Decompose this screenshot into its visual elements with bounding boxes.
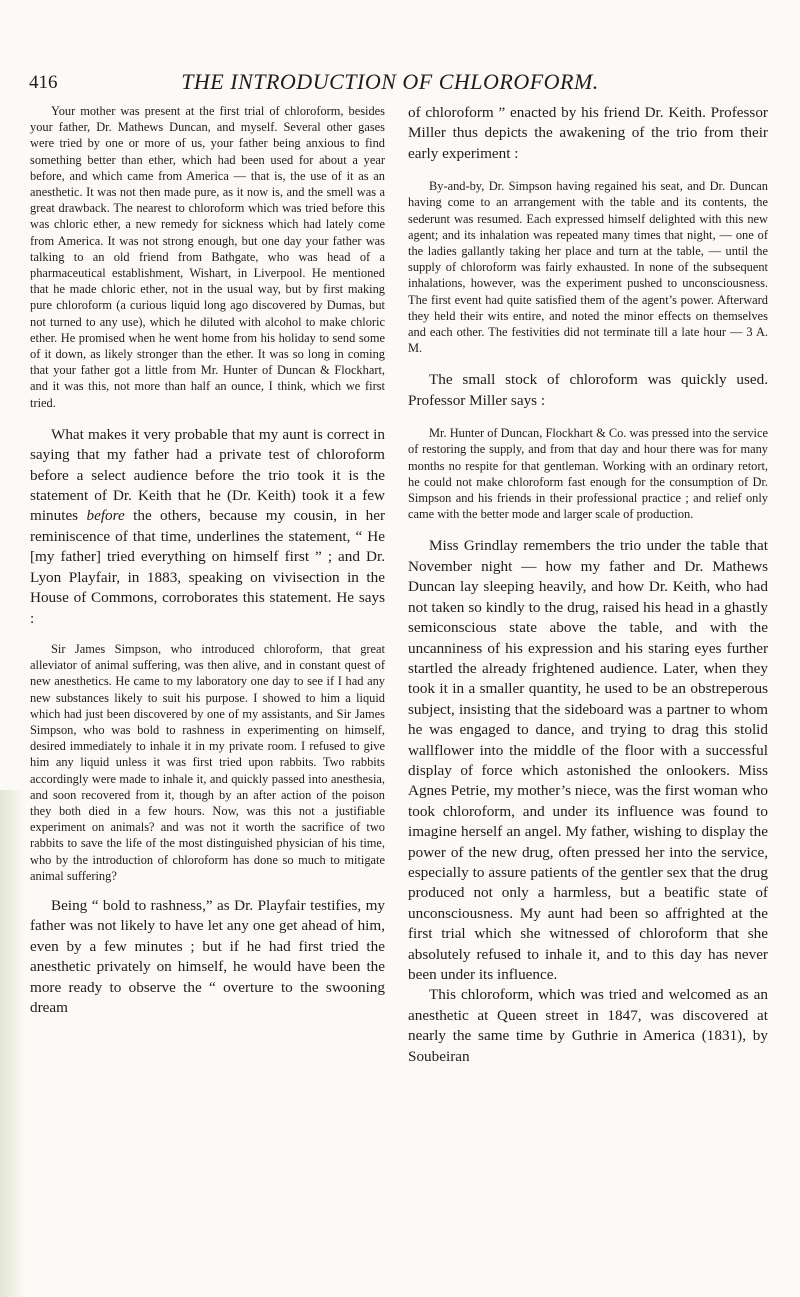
body-text: What makes it very probable that my aunt is correct in saying that my father had a private test of chloroform before a select audience before the trio took it is the statement of Dr. Keith that he (Dr. Keith) took it a few minutes — [30, 425, 385, 525]
right-column — [408, 103, 768, 1067]
left-column — [30, 103, 385, 1018]
quoted-letter-paragraph: Your mother was present at the first trial of chloroform, besides your father, Dr. Mathews Duncan, and myself. Several other gases were tried by one or more of us, your father being anxious to find something better than ether, which had been used for about a year before, and which came from America — that is, the use of it as an anesthetic. It was not then made pure, as it now is, and the smell was a great drawback. The nearest to chloroform which was tried before this was chloric ether, a new remedy for sickness which had lately come from America. It was not strong enough, but one day your father was talking to an old friend from Bathgate, who was head of a pharmaceutical establishment, Wishart, in Liverpool. He mentioned that he made chloric ether, not in the usual way, but by first making pure chloroform (a curious liquid long ago discovered by Dumas, but not turned to any use), which he diluted with alcohol to make chloric ether. He promised when he went home from his holiday to send some of it down, as likely stronger than the ether. It was so long in coming that your father got a little from Mr. Hunter of Duncan & Flockhart, and it was this, not more than half an ounce, I think, which we first tried. — [30, 104, 385, 410]
body-paragraph: Miss Grindlay remembers the trio under the table that November night — how my father and Dr. Mathews Duncan lay sleeping heavily, and how Dr. Keith, who had not taken so kindly to the drug, raised his head in a ghastly semiconscious state above the table, and with the uncanniness of his expression and his staring eyes further startled the already frightened audience. Later, when they took it in a smaller quantity, he used to be an obstreperous subject, insisting that the sideboard was a partner to whom he was engaged to dance, and trying to drag this stolid wallflower into the middle of the floor with a successful display of force which astonished the onlookers. Miss Agnes Petrie, my mother’s niece, was the first woman who took chloroform, and under its influence was found to imagine herself an angel. My father, wishing to display the power of the new drug, often pressed her into the service, especially to assure patients of the gentler sex that the drug produced not only a harmless, but a beatific state of unconsciousness. My aunt had been so affrighted at the first trial which she witnessed of chloroform that she absolutely refused to inhale it, and to this day has never been under its influence. — [408, 537, 768, 984]
body-paragraph: The small stock of chloroform was quickly used. Professor Miller says : — [408, 371, 768, 409]
body-paragraph — [30, 425, 385, 629]
playfair-quote-paragraph: Sir James Simpson, who introduced chloroform, that great alleviator of animal suffering, was then alive, and in constant quest of new anesthetics. He came to my laboratory one day to see if I had any new substances likely to suit his purpose. I showed to him a liquid which had just been discovered by one of my assistants, and Sir James Simpson, who was bold to rashness in experimenting on himself, desired immediately to inhale it in my private room. I refused to give him any liquid unless it was first tried upon rabbits. Two rabbits accordingly were made to inhale it, and quickly passed into anesthesia, and soon recovered from it, though by an after action of the poison they both died in a few hours. Now, was this not a justifiable experiment on animals? and was not it worth the sacrifice of two rabbits to save the life of the most distinguished physician of his time, who by the introduction of chloroform has done so much to mitigate animal suffering? — [30, 641, 385, 883]
running-title: THE INTRODUCTION OF CHLOROFORM. — [181, 69, 599, 94]
page-edge-shading — [0, 790, 26, 1297]
emphasis-before: before — [86, 507, 125, 525]
miller-quote-paragraph: Mr. Hunter of Duncan, Flockhart & Co. was pressed into the service of restoring the supply, and from that day and hour there was for many months no respite for that gentleman. Working with an ordinary retort, he could not make chloroform fast enough for the consumption of Dr. Simpson and his friends in their professional practice ; and relief only came with the better mode and larger scale of production. — [408, 426, 768, 522]
miller-quote-paragraph: By-and-by, Dr. Simpson having regained his seat, and Dr. Duncan having come to an arrangement with the table and its contents, the sederunt was resumed. Each expressed himself delighted with this new agent; and its inhalation was repeated many times that night, — one of the ladies gallantly taking her place and turn at the table, — until the supply of chloroform was fairly exhausted. In none of the subsequent inhalations, however, was the experiment pushed to unconsciousness. The first event had quite satisfied them of the agent’s power. Afterward they held their wits entire, and noted the minor effects on themselves and each other. The festivities did not terminate till a late hour — 3 A. M. — [408, 179, 768, 356]
page-number: 416 — [29, 72, 58, 93]
body-paragraph: This chloroform, which was tried and welcomed as an anesthetic at Queen street in 1847, was discovered at nearly the same time by Guthrie in America (1831), by Soubeiran — [408, 986, 768, 1065]
body-text: the others, because my cousin, in her reminiscence of that time, underlines the statement, “ He [my father] tried everything on himself first ” ; and Dr. Lyon Playfair, in 1883, speaking on vivisection in the House of Commons, corroborates this statement. He says : — [30, 507, 386, 627]
body-paragraph-continued: of chloroform ” enacted by his friend Dr. Keith. Professor Miller thus depicts the awakening of the trio from their early experiment : — [408, 104, 768, 162]
body-paragraph: Being “ bold to rashness,” as Dr. Playfair testifies, my father was not likely to have let any one get ahead of him, even by a few minutes ; but if he had first tried the anesthetic privately on himself, he would have been the more ready to observe the “ overture to the swooning dream — [30, 896, 385, 1016]
